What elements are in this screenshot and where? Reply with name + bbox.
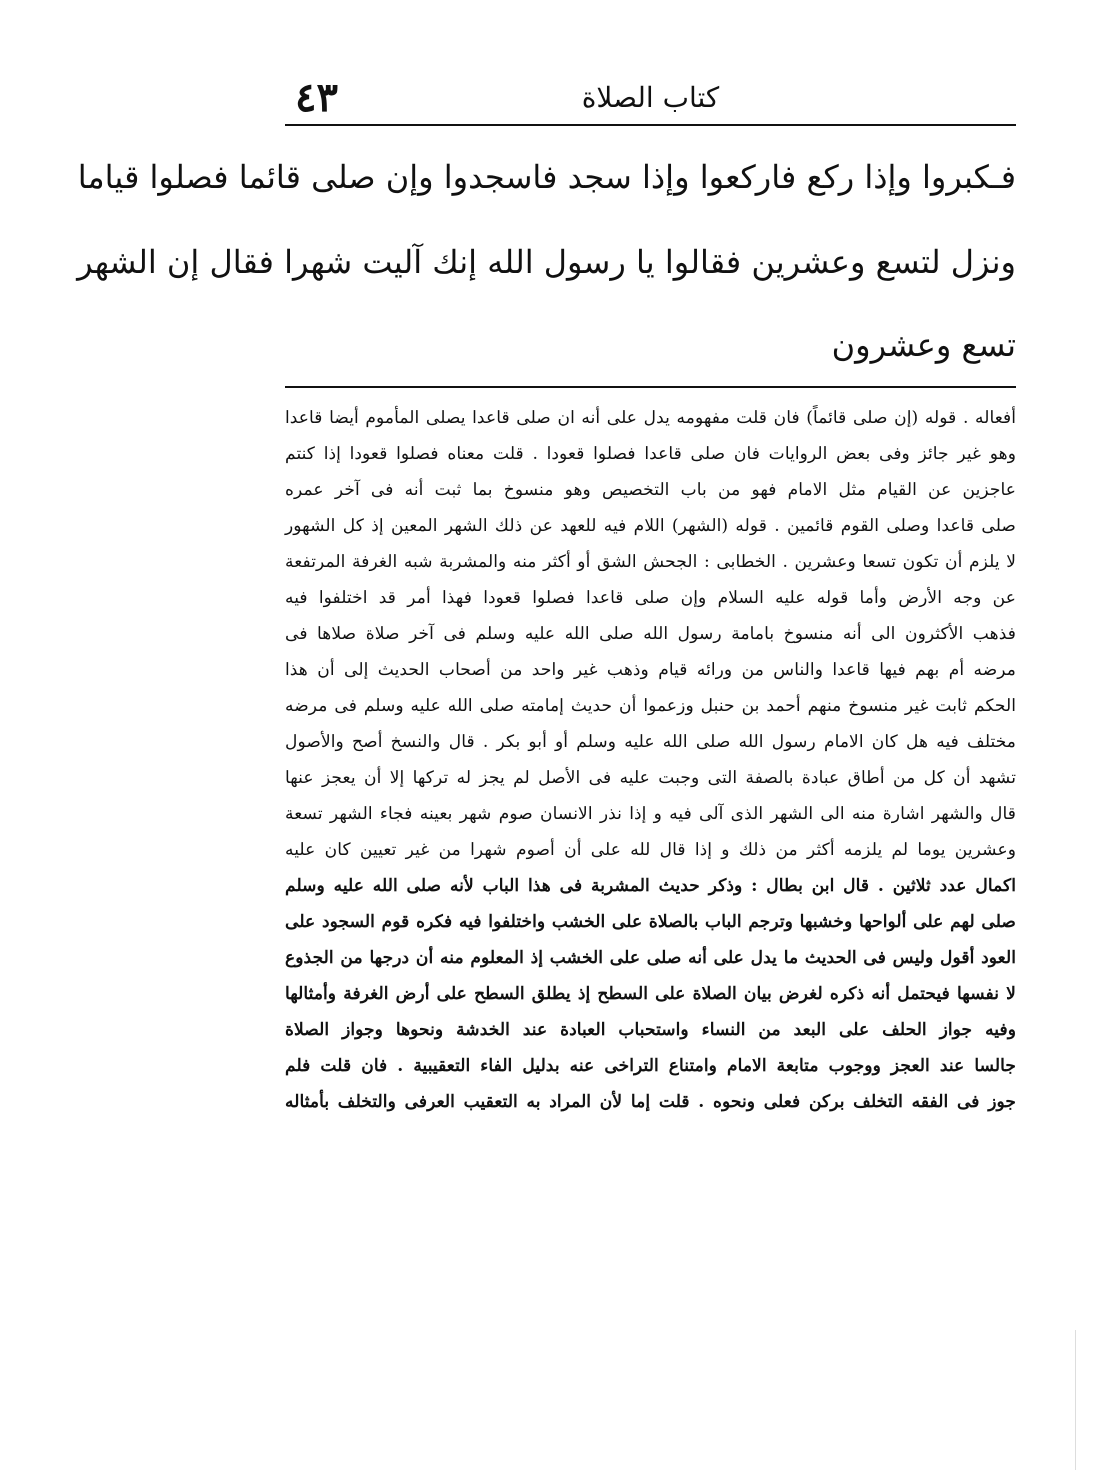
scan-margin-line	[1075, 1330, 1076, 1470]
hadith-line: فـكبروا وإذا ركع فاركعوا وإذا سجد فاسجدوا وإن صلى قائما فصلوا قياما	[77, 158, 1016, 196]
commentary-line: وهو غير جائز وفى بعض الروايات فان صلى قاعدا فصلوا قعودا . قلت معناه فصلوا قعودا إذا كنتم	[285, 444, 1016, 464]
commentary-line: الحكم ثابت غير منسوخ منهم أحمد بن حنبل وزعموا أن حديث إمامته صلى الله عليه وسلم فى مرضه	[285, 696, 1016, 716]
section-divider	[285, 386, 1016, 388]
commentary-line: مرضه أم بهم فيها قاعدا والناس من ورائه قيام وذهب غير واحد من أصحاب الحديث إلى أن هذا	[285, 660, 1016, 680]
commentary-line: قال والشهر اشارة منه الى الشهر الذى آلى فيه و إذا نذر الانسان صوم شهر بعينه فجاء الشهر تسعة	[285, 804, 1016, 824]
commentary-line: العود أقول وليس فى الحديث ما يدل على أنه صلى على الخشب إذ المعلوم منه أن درجها من الجذوع	[285, 948, 1016, 968]
commentary-line: عن وجه الأرض وأما قوله عليه السلام وإن صلى قاعدا فصلوا قعودا فهذا أمر قد اختلفوا فيه	[285, 588, 1016, 608]
commentary-line: لا نفسها فيحتمل أنه ذكره لغرض بيان الصلاة على السطح إذ يطلق السطح على أرض الغرفة وأمثالها	[285, 984, 1016, 1004]
commentary-line: جوز فى الفقه التخلف بركن فعلى ونحوه . قلت إما لأن المراد به التعقيب العرفى والتخلف بأمثاله	[285, 1092, 1016, 1112]
hadith-line: تسع وعشرون	[831, 326, 1016, 364]
page-header	[285, 72, 1016, 124]
commentary-line: مختلف فيه هل كان الامام رسول الله صلى الله عليه وسلم أو أبو بكر . قال والنسخ أصح والأصول	[285, 732, 1016, 752]
commentary-line: فذهب الأكثرون الى أنه منسوخ بامامة رسول الله صلى الله عليه وسلم فى آخر صلاة صلاها فى	[285, 624, 1016, 644]
commentary-text	[285, 400, 1016, 1120]
hadith-line: ونزل لتسع وعشرين فقالوا يا رسول الله إنك آليت شهرا فقال إن الشهر	[77, 243, 1016, 281]
running-title: كتاب الصلاة	[581, 81, 720, 114]
commentary-line: صلى قاعدا وصلى القوم قائمين . قوله (الشهر) اللام فيه للعهد عن ذلك الشهر المعين إذ كل الشهور	[285, 516, 1016, 536]
commentary-line: وعشرين يوما لم يلزمه أكثر من ذلك و إذا قال لله على أن أصوم شهرا من غير تعيين كان عليه	[285, 840, 1016, 860]
hadith-text	[77, 135, 1016, 385]
commentary-line: صلى لهم على ألواحها وخشبها وترجم الباب بالصلاة على الخشب واختلفوا فيه فكره قوم السجود على	[285, 912, 1016, 932]
commentary-line: تشهد أن كل من أطاق عبادة بالصفة التى وجبت عليه فى الأصل لم يجز له تركها إلا أن يعجز عنها	[285, 768, 1016, 788]
page-number: ٤٣	[295, 74, 338, 121]
commentary-line: لا يلزم أن تكون تسعا وعشرين . الخطابى : الجحش الشق أو أكثر منه والمشربة شبه الغرفة المرتفعة	[285, 552, 1016, 572]
commentary-line: أفعاله . قوله (إن صلى قائماً) فان قلت مفهومه يدل على أنه ان صلى قاعدا يصلى المأموم أيضا قاعدا	[285, 408, 1016, 428]
commentary-line: وفيه جواز الحلف على البعد من النساء واستحباب العبادة عند الخدشة ونحوها وجواز الصلاة	[285, 1020, 1016, 1040]
commentary-line: عاجزين عن القيام مثل الامام فهو من باب التخصيص وهو منسوخ بما ثبت أنه فى آخر عمره	[285, 480, 1016, 500]
commentary-line: اكمال عدد ثلاثين . قال ابن بطال : وذكر حديث المشربة فى هذا الباب لأنه صلى الله عليه وسلم	[285, 876, 1016, 896]
header-rule	[285, 124, 1016, 126]
commentary-line: جالسا عند العجز ووجوب متابعة الامام وامتناع التراخى عنه بدليل الفاء التعقيبية . فان قلت فلم	[285, 1056, 1016, 1076]
